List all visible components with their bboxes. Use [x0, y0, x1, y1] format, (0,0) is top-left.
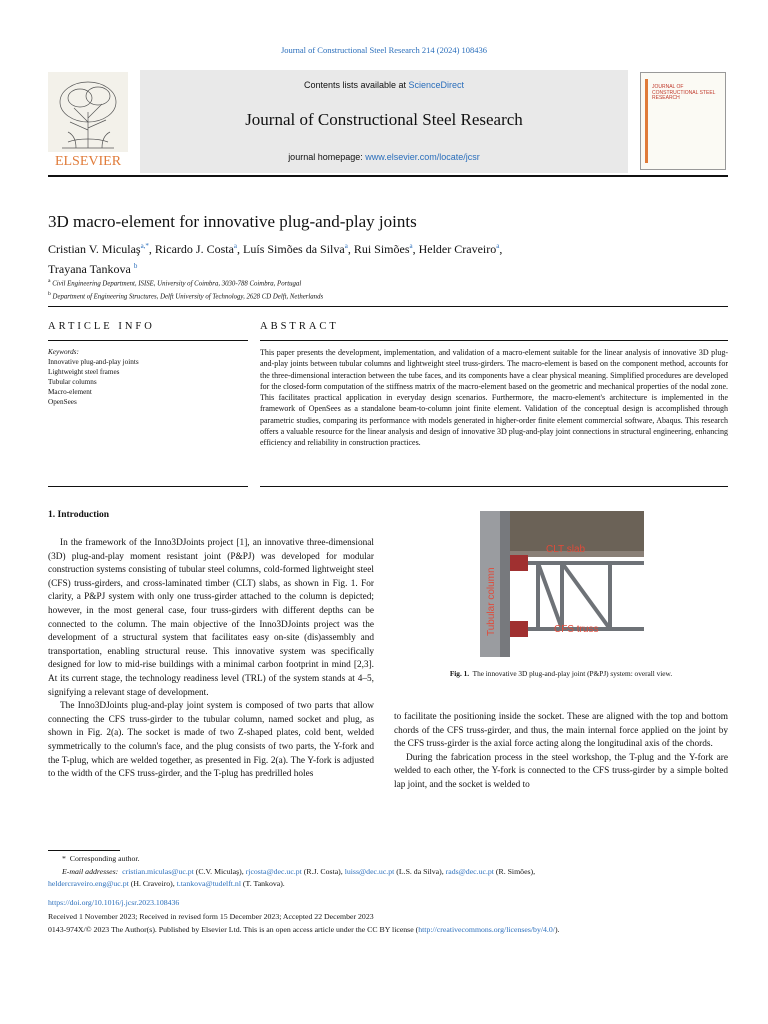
journal-title: Journal of Constructional Steel Research: [245, 110, 523, 129]
joint-illustration: [480, 511, 644, 657]
corresponding-author-note: * Corresponding author.: [62, 854, 140, 863]
affiliations: [48, 276, 323, 303]
body-column-left: [48, 537, 374, 782]
license-link[interactable]: http://creativecommons.org/licenses/by/4.0/: [418, 925, 555, 934]
email-link[interactable]: rjcosta@dec.uc.pt: [245, 866, 302, 876]
sciencedirect-link[interactable]: ScienceDirect: [408, 80, 465, 90]
divider: [260, 340, 728, 341]
divider: [48, 340, 248, 341]
author-5[interactable]: Helder Craveiro$^a$: [418, 242, 500, 256]
contents-prefix: Contents lists available at: [303, 80, 409, 90]
author-2[interactable]: Ricardo J. Costa$^a$: [154, 242, 238, 256]
label-clt-slab: CLT slab: [546, 544, 586, 555]
divider: [260, 486, 728, 487]
label-cfs-truss: CFS truss: [554, 624, 599, 635]
email-addresses: E-mail addresses: cristian.miculas@uc.pt (C.V. Miculaş), rjcosta@dec.uc.pt (R.J. Costa), luiss@dec.uc.pt (L.S. da Silva), rads@dec.uc.pt (R. Simões),: [62, 866, 536, 876]
keyword: OpenSees: [48, 398, 77, 406]
license-line: 0143-974X/© 2023 The Author(s). Published by Elsevier Ltd. This is an open access article under the CC BY license (http://creativecommons.org/licenses/by/4.0/).: [48, 925, 560, 934]
keyword: Tubular columns: [48, 378, 97, 386]
article-info-heading: ARTICLE INFO: [48, 321, 155, 332]
header-rule: [48, 175, 728, 177]
journal-cover-thumbnail[interactable]: [640, 72, 726, 170]
keywords-block: [48, 347, 139, 407]
author-4[interactable]: Rui Simões$^a$: [353, 242, 413, 256]
caption-text: The innovative 3D plug-and-play joint (P&PJ) system: overall view.: [472, 669, 673, 678]
cover-accent-bar: [645, 79, 648, 163]
publication-dates: Received 1 November 2023; Received in revised form 15 December 2023; Accepted 22 December 2023: [48, 912, 374, 921]
elsevier-tree-icon: [48, 72, 128, 168]
contents-line: [140, 80, 628, 90]
divider: [48, 306, 728, 307]
journal-reference[interactable]: Journal of Constructional Steel Research 214 (2024) 108436: [280, 45, 488, 55]
email-link[interactable]: rads@dec.uc.pt: [445, 866, 494, 876]
author-list: Cristian V. Miculaş$^{a,*}$, Ricardo J. Costa$^a$, Luís Simões da Silva$^a$, Rui Simões$^a$, Helder Craveiro$^a$, Trayana Tankova $^b$: [48, 242, 503, 276]
paper-title: 3D macro-element for innovative plug-and-play joints: [48, 212, 417, 231]
body-column-right: [394, 711, 728, 793]
publisher-name: ELSEVIER: [54, 154, 122, 168]
email-link[interactable]: t.tankova@tudelft.nl: [176, 879, 241, 888]
homepage-line: [140, 152, 628, 162]
email-addresses-cont: heldercraveiro.eng@uc.pt (H. Craveiro), t.tankova@tudelft.nl (T. Tankova).: [48, 879, 285, 888]
footnote-rule: [48, 850, 120, 851]
paragraph: to facilitate the positioning inside the socket. These are aligned with the top and bottom chords of the CFS truss-girder, and thus, the main internal force applied on the joint by the CFS truss-girder is the axial force acting along the longitudinal axis of the chords.: [394, 712, 728, 750]
figure-1-caption: [394, 669, 728, 678]
author-6[interactable]: Trayana Tankova $^b$: [48, 262, 138, 276]
elsevier-logo[interactable]: [48, 72, 128, 168]
paragraph: In the framework of the Inno3DJoints project [1], an innovative three-dimensional (3D) plug-and-play moment resistant joint (P&PJ) was developed for modular construction systems consisting of tubular steel columns, cold-formed lightweight steel (CFS) truss-girders, and cross-laminated timber (CLT) slabs, as shown in Fig. 1. For clarity, a P&PJ system with only one truss-girder attached to the column is depicted; however, in the most general case, four truss-girders with different depths can be connected to the column. The main objective of the Inno3DJoints project was the development of a structural system that facilitates easy on-site (dis)assembly and transportation, enabling structural reuse. This innovative system was specifically designed for low to mid-rise buildings with a minimal carbon footprint in mind [2,3]. At its current stage, the technology readiness level (TRL) of the system stands at 4–5, signifying a relevant stage of development.: [48, 538, 374, 698]
author-3[interactable]: Luís Simões da Silva$^a$: [243, 242, 348, 256]
keyword: Innovative plug-and-play joints: [48, 358, 139, 366]
affiliation-b: $^b$ Department of Engineering Structures, Delft University of Technology, 2628 CD Delft, Netherlands: [48, 291, 324, 301]
email-link[interactable]: heldercraveiro.eng@uc.pt: [48, 879, 129, 888]
abstract-heading: ABSTRACT: [260, 321, 339, 332]
divider: [48, 486, 248, 487]
figure-1-image[interactable]: [480, 511, 644, 657]
section-heading-introduction: 1. Introduction: [48, 510, 110, 520]
doi-link[interactable]: https://doi.org/10.1016/j.jcsr.2023.108436: [48, 898, 180, 907]
keyword: Lightweight steel frames: [48, 368, 120, 376]
homepage-link[interactable]: www.elsevier.com/locate/jcsr: [365, 152, 480, 162]
paragraph: During the fabrication process in the steel workshop, the T-plug and the Y-fork are welded to each other, the Y-fork is connected to the CFS truss-girder by a simple bolted lap joint, and the socket is welded to: [394, 752, 728, 790]
abstract-text: This paper presents the development, implementation, and validation of a macro-element suitable for the linear analysis of innovative 3D plug-and-play joints between tubular columns and lightweight steel truss-girders. The macro-element is based on the component method, accounts for the three-dimensional interaction between the tube faces, and its components have a clear physical meaning. Simplified procedures are developed for the closed-form computation of the stiffness matrix of the macro-element based on the geometric and mechanical properties of the nodal zone. This facilitates practical application in everyday design scenarios. Furthermore, the macro-element's architecture is implemented in the framework of OpenSees as a standalone beam-to-column joint finite element. Validation of the conceptual design is accomplished through parametric studies, comparing its performance with models generated in higher-order finite element commercial software, Abaqus. This research offers a valuable resource for the linear analysis and design of innovative 3D plug-and-play joint connections in structural engineering, enhancing efficiency and reliability in construction practices.: [260, 348, 728, 448]
affiliation-a: $^a$ Civil Engineering Department, ISISE, University of Coimbra, 3030-788 Coimbra, Portugal: [48, 278, 302, 288]
keywords-label: Keywords:: [48, 348, 79, 356]
keyword: Macro-element: [48, 388, 92, 396]
footnotes: [48, 853, 728, 891]
author-1[interactable]: Cristian V. Miculaş$^{a,*}$: [48, 242, 149, 256]
label-tubular-column: Tubular column: [486, 567, 497, 636]
email-link[interactable]: cristian.miculas@uc.pt: [122, 866, 194, 876]
homepage-prefix: journal homepage:: [288, 152, 366, 162]
email-link[interactable]: luiss@dec.uc.pt: [344, 866, 395, 876]
paragraph: The Inno3DJoints plug-and-play joint system is composed of two parts that allow connecting the CFS truss-girder to the tubular column, named socket and plug, as shown in Fig. 2(a). The socket is made of two Z-shaped plates, cold bent, welded symmetrically to the column's face, and the plug consists of two parts, the Y-fork and the T-plug, which are welded together, as presented in Fig. 2(a). The Y-fork is adjusted to the width of the CFS truss-girder, and the T-plug has predrilled holes: [48, 701, 374, 780]
cover-title: JOURNAL OF CONSTRUCTIONAL STEEL RESEARCH: [652, 84, 716, 101]
caption-label: Fig. 1.: [449, 669, 470, 678]
